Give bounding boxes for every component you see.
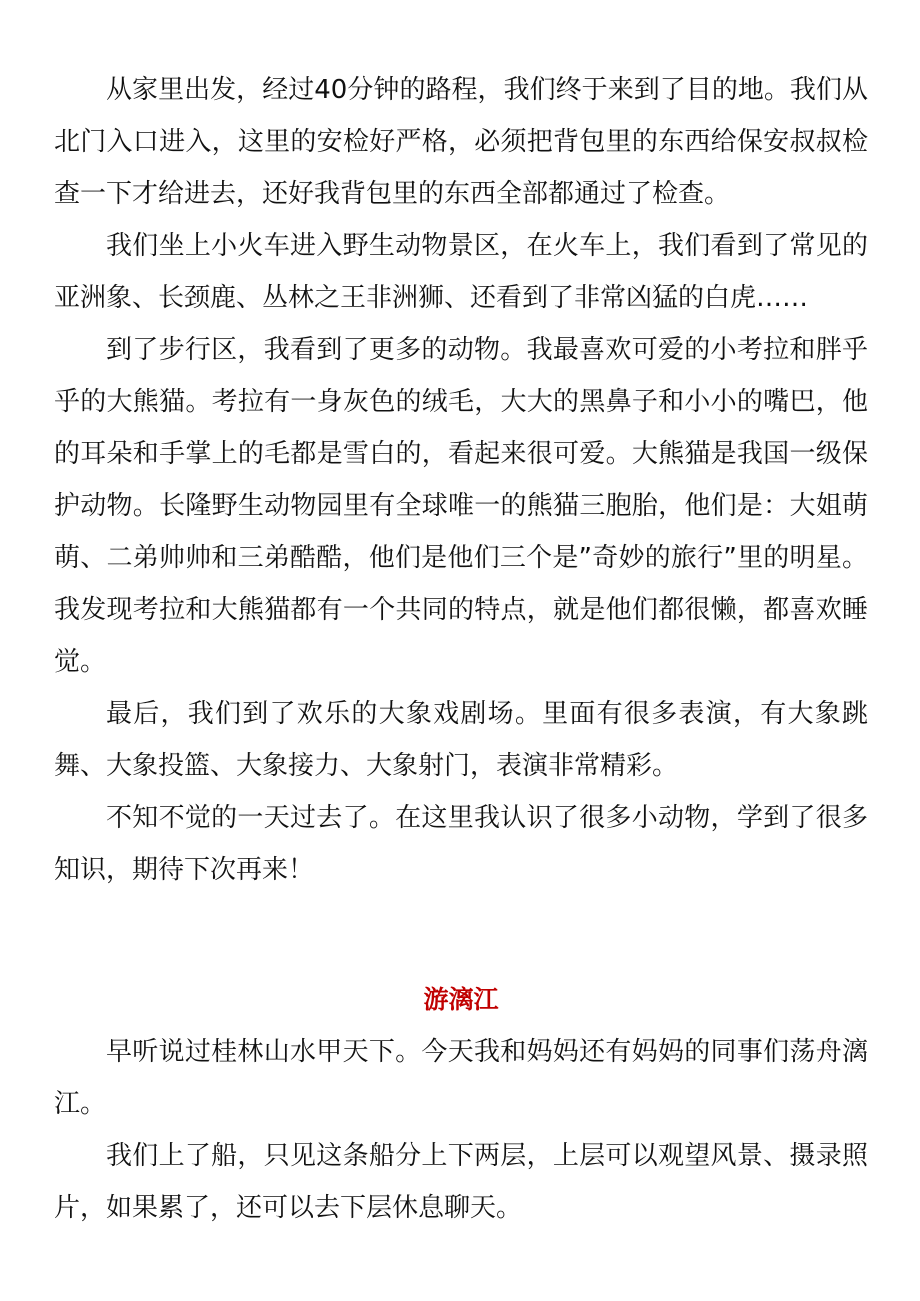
paragraph-train: 我们坐上小火车进入野生动物景区，在火车上，我们看到了常见的亚洲象、长颈鹿、丛林之王非洲狮、还看到了非常凶猛的白虎…… [54, 231, 868, 313]
paragraph-conclusion: 不知不觉的一天过去了。在这里我认识了很多小动物，学到了很多知识，期待下次再来！ [54, 803, 868, 885]
paragraph-walking-area: 到了步行区，我看到了更多的动物。我最喜欢可爱的小考拉和胖乎乎的大熊猫。考拉有一身灰色的绒毛，大大的黑鼻子和小小的嘴巴，他的耳朵和手掌上的毛都是雪白的，看起来很可爱。大熊猫是我国一级保护动物。长隆野生动物园里有全球唯一的熊猫三胞胎，他们是：大姐萌萌、二弟帅帅和三弟酷酷，他们是他们三个是”奇妙的旅行”里的明星。我发现考拉和大熊猫都有一个共同的特点，就是他们都很懒，都喜欢睡觉。 [54, 335, 868, 677]
paragraph-elephant-theater: 最后，我们到了欢乐的大象戏剧场。里面有很多表演，有大象跳舞、大象投篮、大象接力、大象射门，表演非常精彩。 [54, 699, 868, 781]
paragraph-boat: 我们上了船，只见这条船分上下两层，上层可以观望风景、摄录照片，如果累了，还可以去下层休息聊天。 [54, 1141, 868, 1223]
paragraph-arrival: 从家里出发，经过40分钟的路程，我们终于来到了目的地。我们从北门入口进入，这里的安检好严格，必须把背包里的东西给保安叔叔检查一下才给进去，还好我背包里的东西全部都通过了检查。 [54, 75, 868, 209]
paragraph-li-river-intro: 早听说过桂林山水甲天下。今天我和妈妈还有妈妈的同事们荡舟漓江。 [54, 1037, 868, 1119]
section-spacer [54, 896, 868, 974]
section-title: 游漓江 [423, 985, 499, 1014]
document-page [54, 64, 868, 1234]
